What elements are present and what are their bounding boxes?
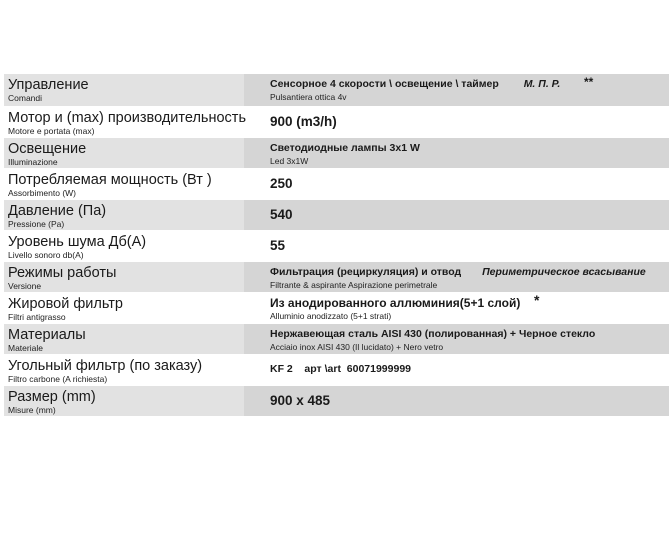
spec-row-size — [4, 386, 669, 417]
spec-label — [4, 169, 242, 199]
value-sub: Acciaio inox AISI 430 (Il lucidato) + Nero vetro — [270, 342, 444, 352]
footnote-mark: * — [534, 292, 540, 308]
label-ru: Мотор и (max) производительность — [8, 110, 246, 126]
spec-value — [244, 262, 669, 292]
label-it: Motore e portata (max) — [8, 126, 95, 136]
value-sub: Led 3x1W — [270, 156, 309, 166]
label-it: Pressione (Pa) — [8, 219, 65, 229]
label-ru: Режимы работы — [8, 265, 117, 281]
value-sub: Pulsantiera ottica 4v — [270, 92, 347, 102]
spec-value — [244, 231, 669, 261]
label-it: Assorbimento (W) — [8, 188, 77, 198]
value-main: 540 — [270, 207, 293, 222]
value-main: Нержавеющая сталь AISI 430 (полированная) + Черное стекло — [270, 328, 596, 340]
spec-table — [4, 74, 669, 417]
value-main — [270, 78, 560, 91]
spec-label — [4, 324, 242, 354]
spec-label — [4, 355, 242, 385]
spec-label — [4, 386, 242, 416]
label-ru: Материалы — [8, 327, 86, 343]
spec-label — [4, 231, 242, 261]
spec-value — [244, 355, 669, 385]
spec-row-grease-filter — [4, 293, 669, 324]
label-it: Filtro carbone (A richiesta) — [8, 374, 108, 384]
spec-label — [4, 74, 242, 106]
value-main-text: Фильтрация (рециркуляция) и отвод — [270, 266, 462, 278]
label-ru: Освещение — [8, 141, 87, 157]
spec-row-motor — [4, 107, 669, 138]
label-it: Livello sonoro db(A) — [8, 250, 84, 260]
spec-label — [4, 262, 242, 292]
label-ru: Потребляемая мощность (Вт ) — [8, 172, 212, 188]
label-ru: Управление — [8, 77, 89, 93]
spec-row-controls — [4, 74, 669, 107]
value-main — [270, 266, 646, 279]
spec-row-materials — [4, 324, 669, 355]
spec-value — [244, 293, 669, 323]
value-extra: М. П. Р. — [523, 78, 561, 90]
spec-row-modes — [4, 262, 669, 293]
spec-label — [4, 200, 242, 230]
spec-row-lighting — [4, 138, 669, 169]
label-ru: Размер (mm) — [8, 389, 96, 405]
spec-value — [244, 324, 669, 354]
label-ru: Угольный фильтр (по заказу) — [8, 358, 203, 374]
value-main-text: Сенсорное 4 скорости \ освещение \ таймер — [270, 78, 499, 90]
label-ru: Давление (Па) — [8, 203, 107, 219]
spec-row-carbon-filter — [4, 355, 669, 386]
value-main: Из анодированного аллюминия(5+1 слой) — [270, 296, 521, 310]
footnote-mark: ** — [584, 75, 594, 89]
spec-row-pressure — [4, 200, 669, 231]
spec-row-power — [4, 169, 669, 200]
label-it: Misure (mm) — [8, 405, 56, 415]
spec-value — [244, 386, 669, 416]
spec-label — [4, 138, 242, 168]
label-it: Comandi — [8, 93, 43, 103]
spec-row-noise — [4, 231, 669, 262]
spec-value — [244, 107, 669, 137]
value-main: KF 2 арт \art 60071999999 — [270, 363, 412, 375]
value-sub: Filtrante & aspirante Aspirazione perimetrale — [270, 280, 438, 290]
spec-label — [4, 107, 246, 137]
label-it: Filtri antigrasso — [8, 312, 66, 322]
value-sub: Alluminio anodizzato (5+1 strati) — [270, 311, 392, 321]
value-main: 250 — [270, 176, 293, 191]
value-extra: Периметрическое всасывание — [482, 266, 646, 278]
value-main: Светодиодные лампы 3х1 W — [270, 142, 420, 154]
value-main: 55 — [270, 238, 286, 253]
spec-value — [244, 169, 669, 199]
spec-value — [244, 138, 669, 168]
label-ru: Уровень шума Дб(А) — [8, 234, 147, 250]
value-main: 900 (m3/h) — [270, 114, 337, 129]
spec-value — [244, 200, 669, 230]
label-it: Materiale — [8, 343, 43, 353]
label-ru: Жировой фильтр — [8, 296, 123, 312]
label-it: Versione — [8, 281, 42, 291]
label-it: Illuminazione — [8, 157, 58, 167]
spec-label — [4, 293, 242, 323]
value-main: 900 x 485 — [270, 393, 331, 408]
spec-value — [244, 74, 669, 106]
